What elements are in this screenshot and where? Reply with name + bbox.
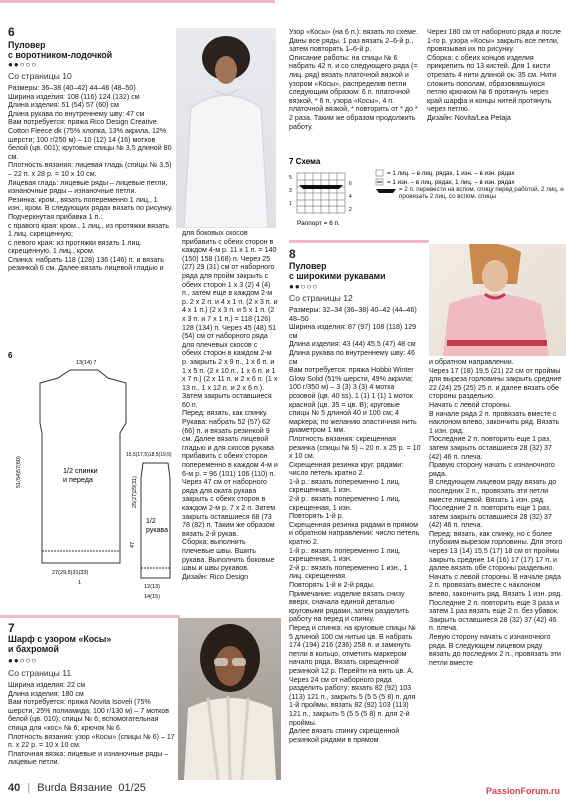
page-reference: Со страницы 10 — [8, 71, 72, 81]
section-number: 7 — [8, 621, 15, 635]
cable-pattern-text: Узор «Косы» (на 6 п.): вязать по схеме. Даны все ряды. 1 раз вязать 2–6-й р., затем повторять 1–6-й р. Описание работы: на спицы № 6 набрать 42 п. и со следующего ряда (= лиц. ряд) вязать платочной вязкой и узором «Косы», распределив петли следующим образом: 6 п. платочной вязкой, * 6 п. узора «Косы», 4 п. платочной вязкой, * повторить от * до * 2 раза. Таким же образом продолжить работу. — [289, 28, 418, 131]
difficulty-rating: ●●○○○ — [8, 656, 38, 665]
section-title: Шарф с узором «Косы» и бахромой — [8, 634, 112, 654]
sleeve-label: 1/2 рукава — [146, 518, 168, 534]
svg-text:4: 4 — [349, 194, 352, 200]
issue-number: 01/25 — [118, 782, 146, 794]
sweater-photo — [176, 28, 276, 228]
svg-text:2: 2 — [349, 207, 352, 213]
body-label: 1/2 спинки и переда — [63, 466, 98, 484]
svg-text:5: 5 — [289, 175, 292, 181]
article-body-col3: Размеры: 32–34 (36–38) 40–42 (44–46) 48–50 Ширина изделия: 87 (97) 108 (118) 129 см Длина изделия: 43 (44) 45,5 (47) 48 см Длина рукава по внутреннему шву: 46 см Вам потребуется: пряжа Hobbii Winter Glow Solid (51% шерсти, 49% акрила; 100 г/350 м) – 3 (3) 3 (3) 4 мотка розовой (цв. 40 ss), 1 (1) 1 (1) 1 моток красной (цв. 35 = цв. B); круговые спицы № 5 длиной 40 и 100 см; 4 маркера; по желанию эластичная нить диаметром 1 мм. Плотность вязания: скрещенная резинка (спицы № 5) – 20 п. х 25 р. = 10 х 10 см. Скрещенная резинка круг. рядами: число петель кратно 2. 1-й р.: вязать попеременно 1 лиц. скрещенная, 1 изн. 2-й р.: вязать попеременно 1 лиц. скрещенная, 1 изн. Повторять 1-й р. Скрещенная резинка рядами в прямом и обратном направлении: число петель кратно 2. 1-й р.: вязать попеременно 1 лиц. скрещенная, 1 изн. 2-й р.: вязать попеременно 1 изн., 1 лиц. скрещенная. Повторять 1-й и 2-й ряды. Примечание: изделие вязать снизу вверх, сначала единой деталью круговыми рядами, затем разделить работу на перед и спинку. Перед и спинка: на круговые спицы № 5 длиной 100 см нитью цв. B набрать 174 (194) 216 (236) 258 п. и замкнуть петли в кольцо, отметить маркером начало ряда. Вязать скрещенной резинкой 12 р. Перейти на нить цв. A. Через 24 см от наборного ряда разделить работу: вязать 82 (92) 103 (113) 121 п., закрыть 5 (5 5 (5 8) п. для 1-й проймы, вязать 82 (92) 103 (113) 121 п., закрыть 5 (5 5 (5 8) п. для 2-й проймы. Далее вязать спинку скрещенной резинкой рядами в прямом — [289, 306, 421, 744]
diagram-number: 6 — [8, 351, 13, 360]
svg-text:1: 1 — [289, 201, 292, 207]
scarf-assembly-text: Через 180 см от наборного ряда и после 1-го р. узора «Косы» закрыть все петли, провязывая их по рисунку. Сборка: с обеих концов изделия прикрепить по 13 кистей. Для 1 кисти отрезать 4 нити длиной ок. 35 см. Нити сложить пополам, образовавшуюся петлю крючком № 6 протянуть через край шарфа и концы нитей протянуть через петлю. Дизайн: Novita/Lea Petaja — [427, 28, 561, 122]
legend-purl: = 1 изн. – в лиц. рядах, 1 лиц. – в изн. рядах — [387, 179, 515, 186]
article-body-col1: Размеры: 36–38 (40–42) 44–46 (48–50) Ширина изделия: 108 (116) 124 (132) см Длина изделия: 51 (54) 57 (60) см Длина рукава по внутреннему шву: 47 см Вам потребуется: пряжа Rico Design Creative Cotton Fleece dk (75% хлопка, 13% акрила, 12% шерсти; 100 г/250 м) – 10 (12) 14 (16) мотков белой (цв. 001); круговые спицы № 3,5 длиной 80 см. Плотность вязания: лицевая гладь (спицы № 3,5) – 22 п. х 28 р. = 10 х 10 см. Лицевая гладь: лицевые ряды – лицевые петли, изнаночные ряды – изнаночные петли. Резинка: кром., вязать попеременно 1 лиц., 1 изн., кром. В следующих рядах вязать по рисунку. Подчеркнутая прибавка 1 п.: с правого края: кром., 1 лиц., из протяжки вязать 1 лиц. скрещенную; с левого края: из протяжки вязать 1 лиц. скрещенную, 1 лиц., кром. Спинка: набрать 118 (128) 136 (146) п. и вязать резинкой 6 см. Далее вязать лицевой гладью и — [8, 84, 173, 273]
dim-top: 13(14) 7 — [76, 360, 97, 366]
pattern-diagram — [8, 348, 178, 603]
chart-rapport: Раппорт = 6 п. — [297, 220, 340, 227]
chart-title: 7 Схема — [289, 157, 321, 166]
legend-knit: = 1 лиц. – в лиц. рядах, 1 изн. – в изн. рядах — [387, 170, 515, 177]
page-reference: Со страницы 11 — [8, 668, 72, 678]
scarf-photo — [178, 618, 281, 780]
dim-mid: 25(27)29(31) — [132, 476, 138, 508]
section-divider — [0, 0, 275, 3]
article-body: Ширина изделия: 22 см Длина изделия: 180 см Вам потребуется: пряжа Novita Isoveli (75% шерсти, 25% полиамида; 100 г/130 м) – 7 мотков белой (цв. 010); спицы № 6; вспомогательная спица для «кос» № 6; крючок № 6. Плотность вязания: узор «Косы» (спицы № 6) – 17 п. х 22 р. = 10 х 10 см. Платочная вязка: лицевые и изнаночные ряды – лицевые петли. — [8, 681, 175, 767]
dim-sleeve-bottom2: 14(15) — [144, 594, 160, 600]
page-reference: Со страницы 12 — [289, 293, 353, 303]
legend-cable: = 2 п. перевести на вспом. спицу перед работой, 2 лиц. и провязать 2 лиц. со вспом. спицы — [399, 186, 564, 201]
page-number: 40 — [8, 782, 21, 794]
page-footer: 40 | Burda Вязание 01/25 — [8, 782, 146, 794]
dim-sleeve-top: 15,5(17,5)18,5(19,5) — [126, 452, 172, 458]
magazine-brand: Burda Вязание — [37, 782, 113, 794]
article-body-col4: и обратном направлении. Через 17 (18) 19,5 (21) 22 см от проймы для выреза горловины закрыть средние 22 (24) 25 (25) 25 п. и далее вязать обе стороны раздельно. Начать с левой стороны. В начале ряда 2 п. провязать вместе с наклоном влево, закончить ряд. Вязать 1 изн. ряд. Последние 2 п. повторить еще 1 раз, затем закрыть оставшиеся 28 (32) 37 (42) 46 п. плеча. Правую сторону начать с изнаночного ряда. В следующем лицевом ряду вязать до последних 2 п., провязать эти петли вместе лицевой. Вязать 1 изн. ряд. Последние 2 п. повторить еще 1 раз, затем закрыть оставшиеся 28 (32) 37 (42) 46 п. плеча. Перед: вязать, как спинку, но с более глубоким вырезом горловины. Для этого через 13 (14) 15,5 (17) 18 см от проймы закрыть средние 14 (16) 17 (17) 17 п. и далее вязать обе стороны раздельно. Начать с левой стороны. В начале ряда 2 п. провязать вместе с наклоном влево, закончить ряд. Вязать 1 изн. ряд. Последние 2 п. повторить еще 3 раза и затем 1 раз вязать еще 2 п. без убавок. Закрыть оставшиеся 28 (32) 37 (42) 46 п. плеча. Левую сторону начать с изнаночного ряда. В следующем лицевом ряду вязать до последних 2 п., провязать эти петли вместе — [429, 358, 563, 667]
dim-bottom-num: 1 — [78, 580, 82, 586]
difficulty-rating: ●●○○○ — [289, 282, 319, 291]
article-body-col2: для боковых скосов прибавить с обеих сторон в каждом 4-м р. 11 х 1 п. = 140 (150) 158 (168) п. Через 25 (27) 29 (31) см от наборного ряда для пройм закрыть с обеих сторон 1 х 3 (2) 4 (4) п., затем еще в каждом 2-м р. 2 х 2 п. и 4 х 1 п. (2 х 3 п. и 4 х 1 п.) (2 х 3 п. и 5 х 1 п. (2 х 3 п. и 7 х 1 п.) = 118 (126) 128 (134) п. Через 45 (48) 51 (54) см от наборного ряда для плечевых скосов с обеих сторон в каждом 2-м р. закрыть 2 х 9 п., 1 х 6 п. и 1 х 5 п. (2 х 10 п., 1 х 6 п. и 1 х 7 п.) (2 х 11 п. и 2 х 6 п. (1 х 13 п., 1 х 12 п. и 2 х 6 п.). Затем закрыть оставшиеся 60 п. Перед: вязать, как спинку. Рукава: набрать 52 (57) 62 (66) п. и вязать резинкой 9 см. Далее вязать лицевой гладью и для скосов рукава прибавить с обеих сторон попеременно в каждом 4-м и 6-м р. = 96 (101) 106 (110) п. Через 47 см от наборного ряда для оката рукава закрыть с обеих сторон в каждом 2-м р. 7 х 2 п. Затем закрыть оставшиеся 68 (73 78 (82) п. Таким же образом вязать 2-й рукав. Сборка: выполнить плечевые швы. Вшить рукава. Выполнить боковые швы и швы рукавов. Дизайн: Rico Design — [182, 229, 278, 581]
dim-left: 51(54)57(60) — [16, 456, 22, 488]
stitch-chart — [289, 155, 564, 235]
section-title: Пуловер с широкими рукавами — [289, 261, 386, 281]
section-number: 8 — [289, 247, 296, 261]
section-title: Пуловер с воротником-лодочкой — [8, 40, 113, 60]
section-divider — [289, 240, 429, 243]
svg-text:3: 3 — [289, 188, 292, 194]
section-divider — [0, 615, 180, 618]
dim-sleeve-bottom: 12(13) — [144, 584, 160, 590]
section-number: 6 — [8, 25, 15, 39]
pink-sweater-photo — [429, 244, 566, 356]
dim-bottom: 27(29,5)31(33) — [52, 570, 89, 576]
watermark: PassionForum.ru — [485, 786, 560, 796]
difficulty-rating: ●●○○○ — [8, 60, 38, 69]
svg-text:6: 6 — [349, 181, 352, 187]
dim-sleeve-length: 47 — [130, 541, 136, 548]
